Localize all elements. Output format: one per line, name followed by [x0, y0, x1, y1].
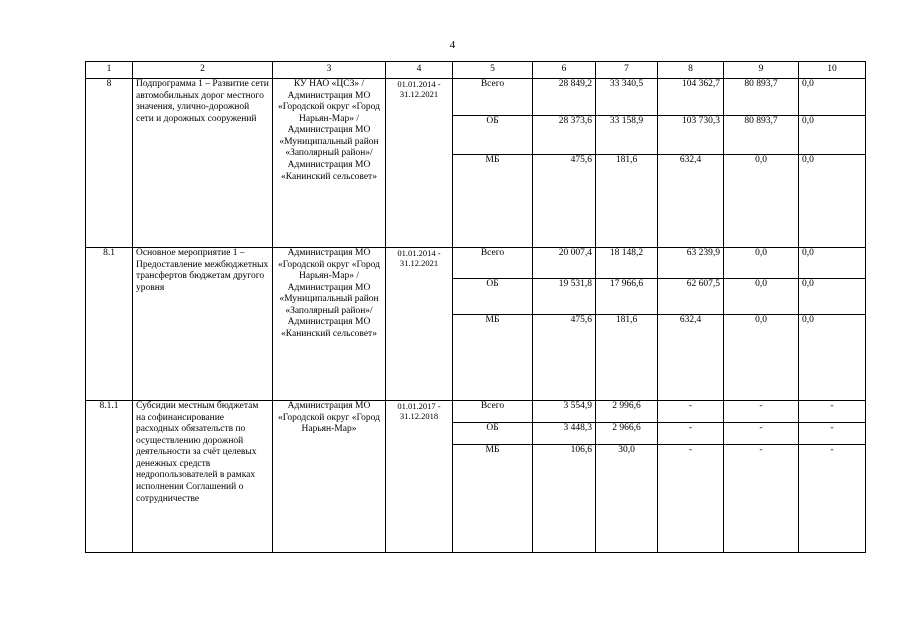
value-col10: - — [799, 423, 866, 445]
funding-source: Всего — [453, 248, 533, 279]
value-col9: - — [724, 445, 799, 553]
value-col8: - — [658, 423, 724, 445]
value-col10: 0,0 — [799, 315, 866, 401]
row-number: 8.1 — [86, 248, 133, 401]
funding-source: ОБ — [453, 116, 533, 155]
value-col9: 0,0 — [724, 315, 799, 401]
value-col9: - — [724, 401, 799, 423]
period: 01.01.2017 - 31.12.2018 — [386, 401, 453, 553]
budget-table — [85, 61, 866, 553]
value-col10: 0,0 — [799, 155, 866, 248]
value-col10: 0,0 — [799, 116, 866, 155]
funding-source: МБ — [453, 445, 533, 553]
value-col7: 33 340,5 — [596, 79, 658, 116]
funding-source: МБ — [453, 315, 533, 401]
value-col9: - — [724, 423, 799, 445]
value-col6: 19 531,8 — [533, 279, 596, 315]
value-col8: 104 362,7 — [658, 79, 724, 116]
funding-source: ОБ — [453, 423, 533, 445]
value-col8: 103 730,3 — [658, 116, 724, 155]
header-cell: 8 — [658, 62, 724, 79]
row-number: 8.1.1 — [86, 401, 133, 553]
value-col7: 2 996,6 — [596, 401, 658, 423]
page-number: 4 — [449, 39, 456, 51]
executor: Администрация МО «Городской округ «Город Нарьян-Мар» — [273, 401, 386, 553]
value-col6: 106,6 — [533, 445, 596, 553]
table-row — [86, 248, 866, 279]
value-col9: 80 893,7 — [724, 79, 799, 116]
value-col6: 475,6 — [533, 155, 596, 248]
value-col8: 62 607,5 — [658, 279, 724, 315]
value-col10: - — [799, 401, 866, 423]
header-cell: 4 — [386, 62, 453, 79]
header-cell: 6 — [533, 62, 596, 79]
value-col7: 17 966,6 — [596, 279, 658, 315]
row-number: 8 — [86, 79, 133, 248]
value-col8: 632,4 — [658, 155, 724, 248]
header-cell: 10 — [799, 62, 866, 79]
value-col10: 0,0 — [799, 79, 866, 116]
value-col7: 18 148,2 — [596, 248, 658, 279]
value-col7: 33 158,9 — [596, 116, 658, 155]
funding-source: МБ — [453, 155, 533, 248]
header-cell: 3 — [273, 62, 386, 79]
table-row — [86, 79, 866, 116]
header-cell: 2 — [133, 62, 273, 79]
value-col6: 20 007,4 — [533, 248, 596, 279]
executor: Администрация МО «Городской округ «Город Нарьян-Мар» / Администрация МО «Муниципальный район «Заполярный район»/ Администрация МО «Канинский сельсовет» — [273, 248, 386, 401]
header-cell: 5 — [453, 62, 533, 79]
value-col7: 181,6 — [596, 315, 658, 401]
value-col10: - — [799, 445, 866, 553]
value-col8: 63 239,9 — [658, 248, 724, 279]
value-col7: 2 966,6 — [596, 423, 658, 445]
value-col8: - — [658, 401, 724, 423]
period: 01.01.2014 - 31.12.2021 — [386, 248, 453, 401]
header-row — [86, 62, 866, 79]
table-row — [86, 401, 866, 423]
value-col8: - — [658, 445, 724, 553]
value-col6: 3 554,9 — [533, 401, 596, 423]
funding-source: Всего — [453, 401, 533, 423]
value-col9: 0,0 — [724, 155, 799, 248]
program-name: Подпрограмма 1 – Развитие сети автомобильных дорог местного значения, улично-дорожной сети и дорожных сооружений — [133, 79, 273, 248]
value-col6: 3 448,3 — [533, 423, 596, 445]
value-col9: 0,0 — [724, 248, 799, 279]
value-col10: 0,0 — [799, 279, 866, 315]
value-col8: 632,4 — [658, 315, 724, 401]
value-col6: 28 849,2 — [533, 79, 596, 116]
value-col7: 30,0 — [596, 445, 658, 553]
value-col7: 181,6 — [596, 155, 658, 248]
funding-source: Всего — [453, 79, 533, 116]
executor: КУ НАО «ЦСЗ» /Администрация МО «Городской округ «Город Нарьян-Мар» / Администрация МО «Муниципальный район «Заполярный район»/ Администрация МО «Канинский сельсовет» — [273, 79, 386, 248]
value-col10: 0,0 — [799, 248, 866, 279]
value-col9: 0,0 — [724, 279, 799, 315]
header-cell: 7 — [596, 62, 658, 79]
program-name: Субсидии местным бюджетам на софинансирование расходных обязательств по осуществлению дорожной деятельности за счёт целевых денежных средств недропользователей в рамках исполнения Соглашений о сотрудничестве — [133, 401, 273, 553]
header-cell: 1 — [86, 62, 133, 79]
value-col6: 475,6 — [533, 315, 596, 401]
value-col6: 28 373,6 — [533, 116, 596, 155]
program-name: Основное мероприятие 1 – Предоставление межбюджетных трансфертов бюджетам другого уровня — [133, 248, 273, 401]
value-col9: 80 893,7 — [724, 116, 799, 155]
funding-source: ОБ — [453, 279, 533, 315]
period: 01.01.2014 - 31.12.2021 — [386, 79, 453, 248]
header-cell: 9 — [724, 62, 799, 79]
